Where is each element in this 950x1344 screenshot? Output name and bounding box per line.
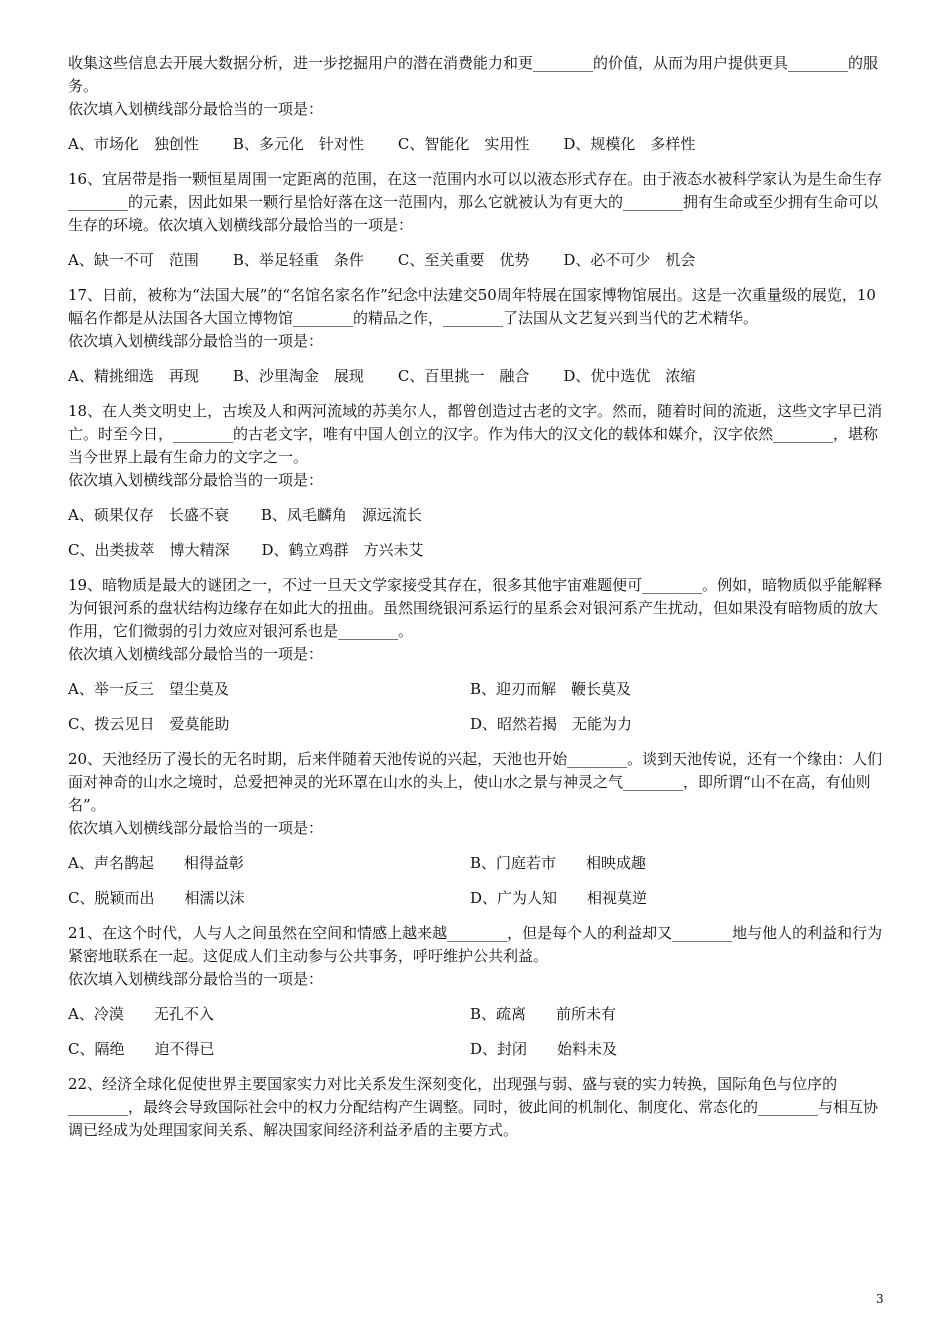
question-21-options-row-2 [68, 1038, 888, 1061]
question-21-text: 21、在这个时代，人与人之间虽然在空间和情感上越来越________，但是每个人的利益却又________地与他人的利益和行为紧密地联系在一起。这促成人们主动参与公共事务，呼吁维护公共利益。 [68, 924, 883, 965]
option-c: C、隔绝 迫不得已 [68, 1040, 215, 1058]
option-d: D、昭然若揭 无能为力 [470, 715, 633, 733]
option-d: D、封闭 始料未及 [470, 1040, 618, 1058]
question-18-text: 18、在人类文明史上，古埃及人和两河流域的苏美尔人，都曾创造过古老的文字。然而，随着时间的流逝，这些文字早已消亡。时至今日，________的古老文字，唯有中国人创立的汉字。作为伟大的汉文化的载体和媒介，汉字依然________，堪称当今世界上最有生命力的文字之一。 [68, 402, 883, 466]
question-19-text: 19、暗物质是最大的谜团之一，不过一旦天文学家接受其存在，很多其他宇宙难题便可________。例如，暗物质似乎能解释为何银河系的盘状结构边缘存在如此大的扭曲。虽然围绕银河系运行的星系会对银河系产生扰动，但如果没有暗物质的放大作用，它们微弱的引力效应对银河系也是________。 [68, 576, 883, 640]
option-b: B、迎刃而解 鞭长莫及 [470, 680, 632, 698]
option-c: C、至关重要 优势 [397, 251, 530, 269]
option-a: A、举一反三 望尘莫及 [68, 680, 229, 698]
option-b: B、多元化 针对性 [232, 135, 364, 153]
question-prompt: 依次填入划横线部分最恰当的一项是： [68, 100, 324, 118]
question-19-options-row-2 [68, 713, 888, 736]
option-c: C、脱颖而出 相濡以沫 [68, 889, 245, 907]
option-b: B、疏离 前所未有 [470, 1005, 617, 1023]
question-21-options-row-1 [68, 1003, 888, 1026]
question-20-prompt: 依次填入划横线部分最恰当的一项是： [68, 819, 324, 837]
question-18-options-row-2 [68, 539, 888, 562]
question-18-options-row-1 [68, 504, 888, 527]
option-a: A、硕果仅存 长盛不衰 [68, 506, 229, 524]
question-19-prompt: 依次填入划横线部分最恰当的一项是： [68, 645, 324, 663]
option-b: B、举足轻重 条件 [232, 251, 364, 269]
question-20-options-row-1 [68, 852, 888, 875]
option-a: A、声名鹊起 相得益彰 [68, 854, 244, 872]
option-c: C、出类拔萃 博大精深 [68, 541, 230, 559]
option-d: D、规模化 多样性 [563, 135, 696, 153]
question-17-text: 17、日前，被称为“法国大展”的“名馆名家名作”纪念中法建交50周年特展在国家博物馆展出。这是一次重量级的展览，10幅名作都是从法国各大国立博物馆________的精品之作，________了法国从文艺复兴到当代的艺术精华。 [68, 286, 876, 327]
answer-options [68, 133, 888, 156]
option-d: D、广为人知 相视莫逆 [470, 889, 648, 907]
option-a: A、冷漠 无孔不入 [68, 1005, 214, 1023]
option-c: C、拨云见日 爱莫能助 [68, 715, 230, 733]
question-22-text: 22、经济全球化促使世界主要国家实力对比关系发生深刻变化，出现强与弱、盛与衰的实力转换，国际角色与位序的________，最终会导致国际社会中的权力分配结构产生调整。同时，彼此间的机制化、制度化、常态化的________与相互协调已经成为处理国家间关系、解决国家间经济利益矛盾的主要方式。 [68, 1075, 879, 1139]
question-19-options-row-1 [68, 678, 888, 701]
option-a: A、缺一不可 范围 [68, 251, 199, 269]
question-21-prompt: 依次填入划横线部分最恰当的一项是： [68, 970, 324, 988]
option-c: C、智能化 实用性 [397, 135, 530, 153]
option-b: B、凤毛麟角 源远流长 [260, 506, 422, 524]
question-17-options [68, 365, 888, 388]
option-d: D、必不可少 机会 [563, 251, 696, 269]
option-b: B、沙里淘金 展现 [232, 367, 364, 385]
option-d: D、鹤立鸡群 方兴未艾 [261, 541, 424, 559]
option-c: C、百里挑一 融合 [397, 367, 530, 385]
page-number: 3 [876, 1292, 884, 1306]
question-17-prompt: 依次填入划横线部分最恰当的一项是： [68, 332, 324, 350]
question-20-options-row-2 [68, 887, 888, 910]
option-d: D、优中选优 浓缩 [563, 367, 696, 385]
question-18-prompt: 依次填入划横线部分最恰当的一项是： [68, 471, 324, 489]
option-a: A、精挑细选 再现 [68, 367, 199, 385]
document-page [68, 52, 888, 1142]
question-16-options [68, 249, 888, 272]
question-20-text: 20、天池经历了漫长的无名时期，后来伴随着天池传说的兴起，天池也开始________。谈到天池传说，还有一个缘由：人们面对神奇的山水之境时，总爱把神灵的光环罩在山水的头上，使山水之景与神灵之气________，即所谓“山不在高，有仙则名”。 [68, 750, 883, 814]
question-text: 收集这些信息去开展大数据分析，进一步挖掘用户的潜在消费能力和更________的价值，从而为用户提供更具________的服务。 [68, 54, 879, 95]
option-a: A、市场化 独创性 [68, 135, 199, 153]
question-16-text: 16、宜居带是指一颗恒星周围一定距离的范围，在这一范围内水可以以液态形式存在。由于液态水被科学家认为是生命生存________的元素，因此如果一颗行星恰好落在这一范围内，那么它就被认为有更大的________拥有生命或至少拥有生命可以生存的环境。依次填入划横线部分最恰当的一项是： [68, 170, 883, 234]
option-b: B、门庭若市 相映成趣 [470, 854, 647, 872]
